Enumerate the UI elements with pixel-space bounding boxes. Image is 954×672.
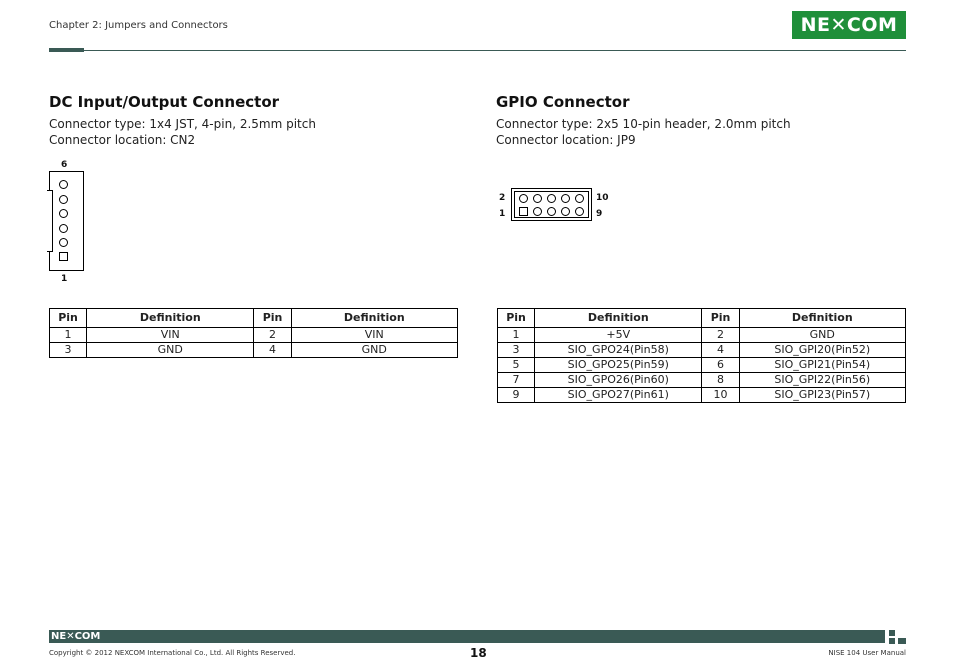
gpio-pin-6 <box>547 194 556 203</box>
table-cell: 3 <box>50 343 87 358</box>
table-cell: GND <box>87 343 254 358</box>
gpio-pin-10 <box>575 194 584 203</box>
table-row <box>498 358 906 373</box>
dc-pin-3 <box>59 224 68 233</box>
footer-square-icon <box>889 638 895 644</box>
table-cell: SIO_GPO26(Pin60) <box>535 373 702 388</box>
gpio-connector-type: Connector type: 2x5 10-pin header, 2.0mm pitch <box>496 117 791 131</box>
footer-logo: NE✕COM <box>51 631 101 642</box>
dc-connector-info <box>49 116 316 148</box>
gpio-pin-4 <box>533 194 542 203</box>
table-cell: SIO_GPI22(Pin56) <box>739 373 905 388</box>
gpio-pin-7 <box>561 207 570 216</box>
table-header-row <box>50 309 458 328</box>
footer-square-icon <box>898 638 906 644</box>
manual-name: NISE 104 User Manual <box>828 649 906 657</box>
nexcom-logo <box>792 11 906 39</box>
table-cell: 1 <box>498 328 535 343</box>
table-cell: VIN <box>87 328 254 343</box>
gpio-pin-3 <box>533 207 542 216</box>
table-header: Definition <box>739 309 905 328</box>
table-header: Pin <box>702 309 739 328</box>
table-cell: 5 <box>498 358 535 373</box>
table-cell: 2 <box>702 328 739 343</box>
table-row <box>498 328 906 343</box>
dc-pin-6 <box>59 180 68 189</box>
dc-pin-1 <box>59 252 68 261</box>
table-header: Pin <box>50 309 87 328</box>
table-header: Definition <box>291 309 457 328</box>
table-cell: 10 <box>702 388 739 403</box>
table-cell: 6 <box>702 358 739 373</box>
gpio-pin-label-2: 2 <box>499 193 506 203</box>
header-rule <box>49 50 906 51</box>
table-cell: 4 <box>702 343 739 358</box>
footer-bar <box>49 630 885 643</box>
dc-section-title: DC Input/Output Connector <box>49 93 280 111</box>
dc-connector-type: Connector type: 1x4 JST, 4-pin, 2.5mm pitch <box>49 117 316 131</box>
dc-pin-label-bottom: 1 <box>61 274 68 284</box>
table-cell: 4 <box>254 343 291 358</box>
table-row <box>498 373 906 388</box>
gpio-pin-8 <box>561 194 570 203</box>
table-cell: SIO_GPO24(Pin58) <box>535 343 702 358</box>
page-number: 18 <box>470 646 487 660</box>
table-cell: 3 <box>498 343 535 358</box>
table-row <box>50 343 458 358</box>
gpio-connector-location: Connector location: JP9 <box>496 133 636 147</box>
gpio-pin-9 <box>575 207 584 216</box>
table-header: Pin <box>254 309 291 328</box>
gpio-pin-label-9: 9 <box>596 209 603 219</box>
table-cell: 7 <box>498 373 535 388</box>
gpio-pin-table <box>497 308 906 403</box>
dc-connector-location: Connector location: CN2 <box>49 133 196 147</box>
table-cell: 2 <box>254 328 291 343</box>
table-header: Pin <box>498 309 535 328</box>
gpio-pin-2 <box>519 194 528 203</box>
table-cell: GND <box>291 343 457 358</box>
logo-text: NE✕COM <box>800 14 898 36</box>
table-cell: SIO_GPO25(Pin59) <box>535 358 702 373</box>
table-cell: 1 <box>50 328 87 343</box>
dc-pin-label-top: 6 <box>61 160 68 170</box>
table-cell: SIO_GPI20(Pin52) <box>739 343 905 358</box>
table-cell: +5V <box>535 328 702 343</box>
header-accent <box>49 48 84 52</box>
copyright-text: Copyright © 2012 NEXCOM International Co., Ltd. All Rights Reserved. <box>49 649 296 657</box>
dc-pin-table <box>49 308 458 358</box>
table-cell: SIO_GPO27(Pin61) <box>535 388 702 403</box>
gpio-pin-label-1: 1 <box>499 209 506 219</box>
table-cell: SIO_GPI21(Pin54) <box>739 358 905 373</box>
table-row <box>50 328 458 343</box>
gpio-pin-5 <box>547 207 556 216</box>
gpio-pin-label-10: 10 <box>596 193 609 203</box>
table-cell: 8 <box>702 373 739 388</box>
gpio-connector-info <box>496 116 791 148</box>
footer-square-icon <box>889 630 895 636</box>
table-header: Definition <box>535 309 702 328</box>
chapter-heading: Chapter 2: Jumpers and Connectors <box>49 20 228 31</box>
table-header: Definition <box>87 309 254 328</box>
table-row <box>498 343 906 358</box>
gpio-section-title: GPIO Connector <box>496 93 630 111</box>
gpio-pin-1 <box>519 207 528 216</box>
table-cell: SIO_GPI23(Pin57) <box>739 388 905 403</box>
dc-connector-notch <box>47 190 53 252</box>
table-cell: GND <box>739 328 905 343</box>
table-cell: VIN <box>291 328 457 343</box>
table-header-row <box>498 309 906 328</box>
dc-pin-5 <box>59 195 68 204</box>
table-cell: 9 <box>498 388 535 403</box>
dc-pin-4 <box>59 209 68 218</box>
dc-pin-2 <box>59 238 68 247</box>
table-row <box>498 388 906 403</box>
